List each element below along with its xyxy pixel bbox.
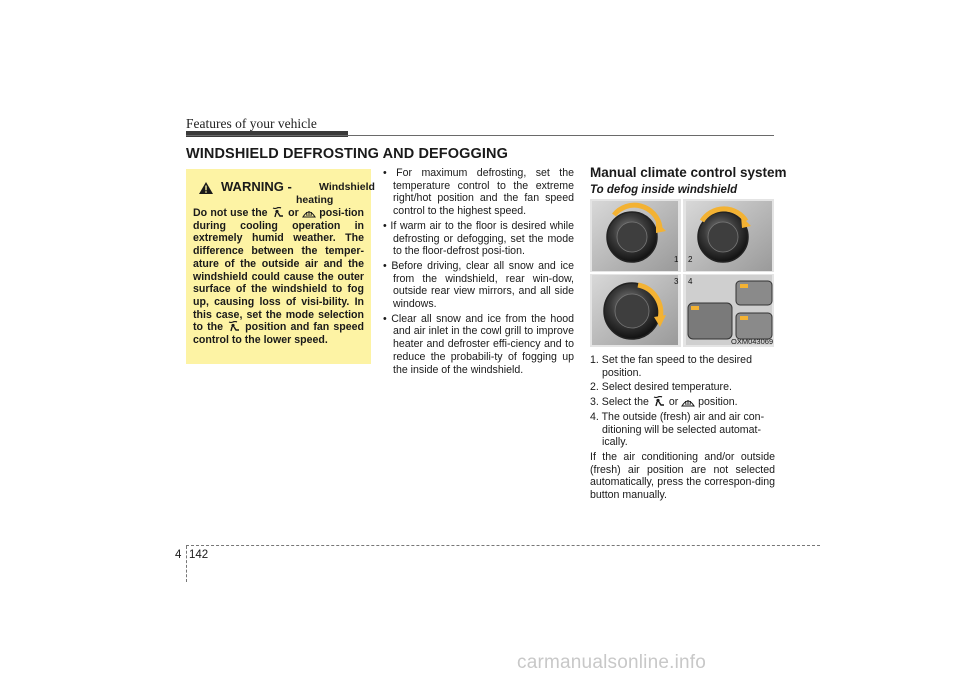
page-title: WINDSHIELD DEFROSTING AND DEFOGGING: [186, 146, 508, 162]
list-item: 4. The outside (fresh) air and air con-ditioning will be selected automat-ically.: [590, 410, 765, 449]
list-item: 2. Select desired temperature.: [590, 381, 732, 394]
figure-label-3: 3: [674, 277, 679, 286]
floor-defrost-icon: [271, 207, 285, 218]
header-rule-thick: [186, 131, 348, 137]
footer-rule: [186, 545, 820, 546]
warning-word: WARNING -: [221, 179, 292, 194]
step3-text-c: position.: [698, 396, 738, 409]
defrost-icon: [302, 207, 316, 218]
warning-text-2: or: [288, 207, 299, 219]
header-section-name: Features of your vehicle: [186, 116, 317, 131]
page-number: 142: [189, 549, 209, 561]
step3-text-b: or: [668, 396, 679, 409]
step3-text-a: 3. Select the: [590, 396, 649, 409]
warning-topic-line2: heating: [296, 194, 334, 206]
figure-label-1: 1: [674, 255, 679, 264]
climate-control-figure: [590, 199, 774, 347]
list-item: • For maximum defrosting, set the temperature control to the extreme right/hot position and the fan speed control to the highest speed.: [383, 167, 574, 218]
warning-triangle-icon: [199, 182, 213, 194]
warning-topic-line1: Windshield: [319, 181, 375, 193]
floor-defrost-icon: [227, 321, 241, 332]
watermark[interactable]: carmanualsonline.info: [517, 652, 707, 673]
footer-vertical-rule: [186, 546, 187, 582]
defrost-icon: [681, 396, 695, 407]
warning-text-4: position and fan speed control to the lower speed.: [193, 321, 364, 347]
list-item: • Before driving, clear all snow and ice from the windshield, rear win-dow, outside rear view mirrors, and all side windows.: [383, 259, 574, 311]
list-item: • Clear all snow and ice from the hood and air inlet in the cowl grill to improve heater and defroster effi-ciency and to reduce the probabili-ty of fogging up the inside of the windshield.: [383, 312, 574, 376]
manual-climate-title: Manual climate control system: [590, 165, 787, 180]
warning-body: [193, 207, 364, 347]
list-item: • If warm air to the floor is desired while defrosting or defogging, set the mode to the floor-defrost posi-tion.: [383, 219, 575, 258]
manual-note: If the air conditioning and/or outside (fresh) air position are not selected automatically, press the correspon-ding button manually.: [590, 450, 775, 502]
header-rule-thin: [186, 135, 774, 136]
figure-code: OXM043069: [731, 337, 774, 346]
floor-defrost-icon: [652, 396, 666, 407]
list-item: 1. Set the fan speed to the desired position.: [590, 354, 752, 379]
warning-text-3: posi-tion during cooling operation in extremely humid weather. The difference between the temper-ature of the outside air and the windshield could cause the outer surface of the windshield to fog up, causing loss of visi-bility. In this case, set the mode selection to the: [193, 207, 364, 334]
list-item: [590, 396, 775, 409]
chapter-number: 4: [175, 549, 182, 561]
warning-heading: [193, 175, 375, 207]
defog-subtitle: To defog inside windshield: [590, 184, 738, 196]
warning-box: [186, 169, 375, 364]
figure-label-2: 2: [688, 255, 693, 264]
defog-steps: [590, 354, 775, 502]
defrost-tips-list: [383, 167, 574, 378]
warning-text-1: Do not use the: [193, 207, 268, 219]
figure-label-4: 4: [688, 277, 693, 286]
